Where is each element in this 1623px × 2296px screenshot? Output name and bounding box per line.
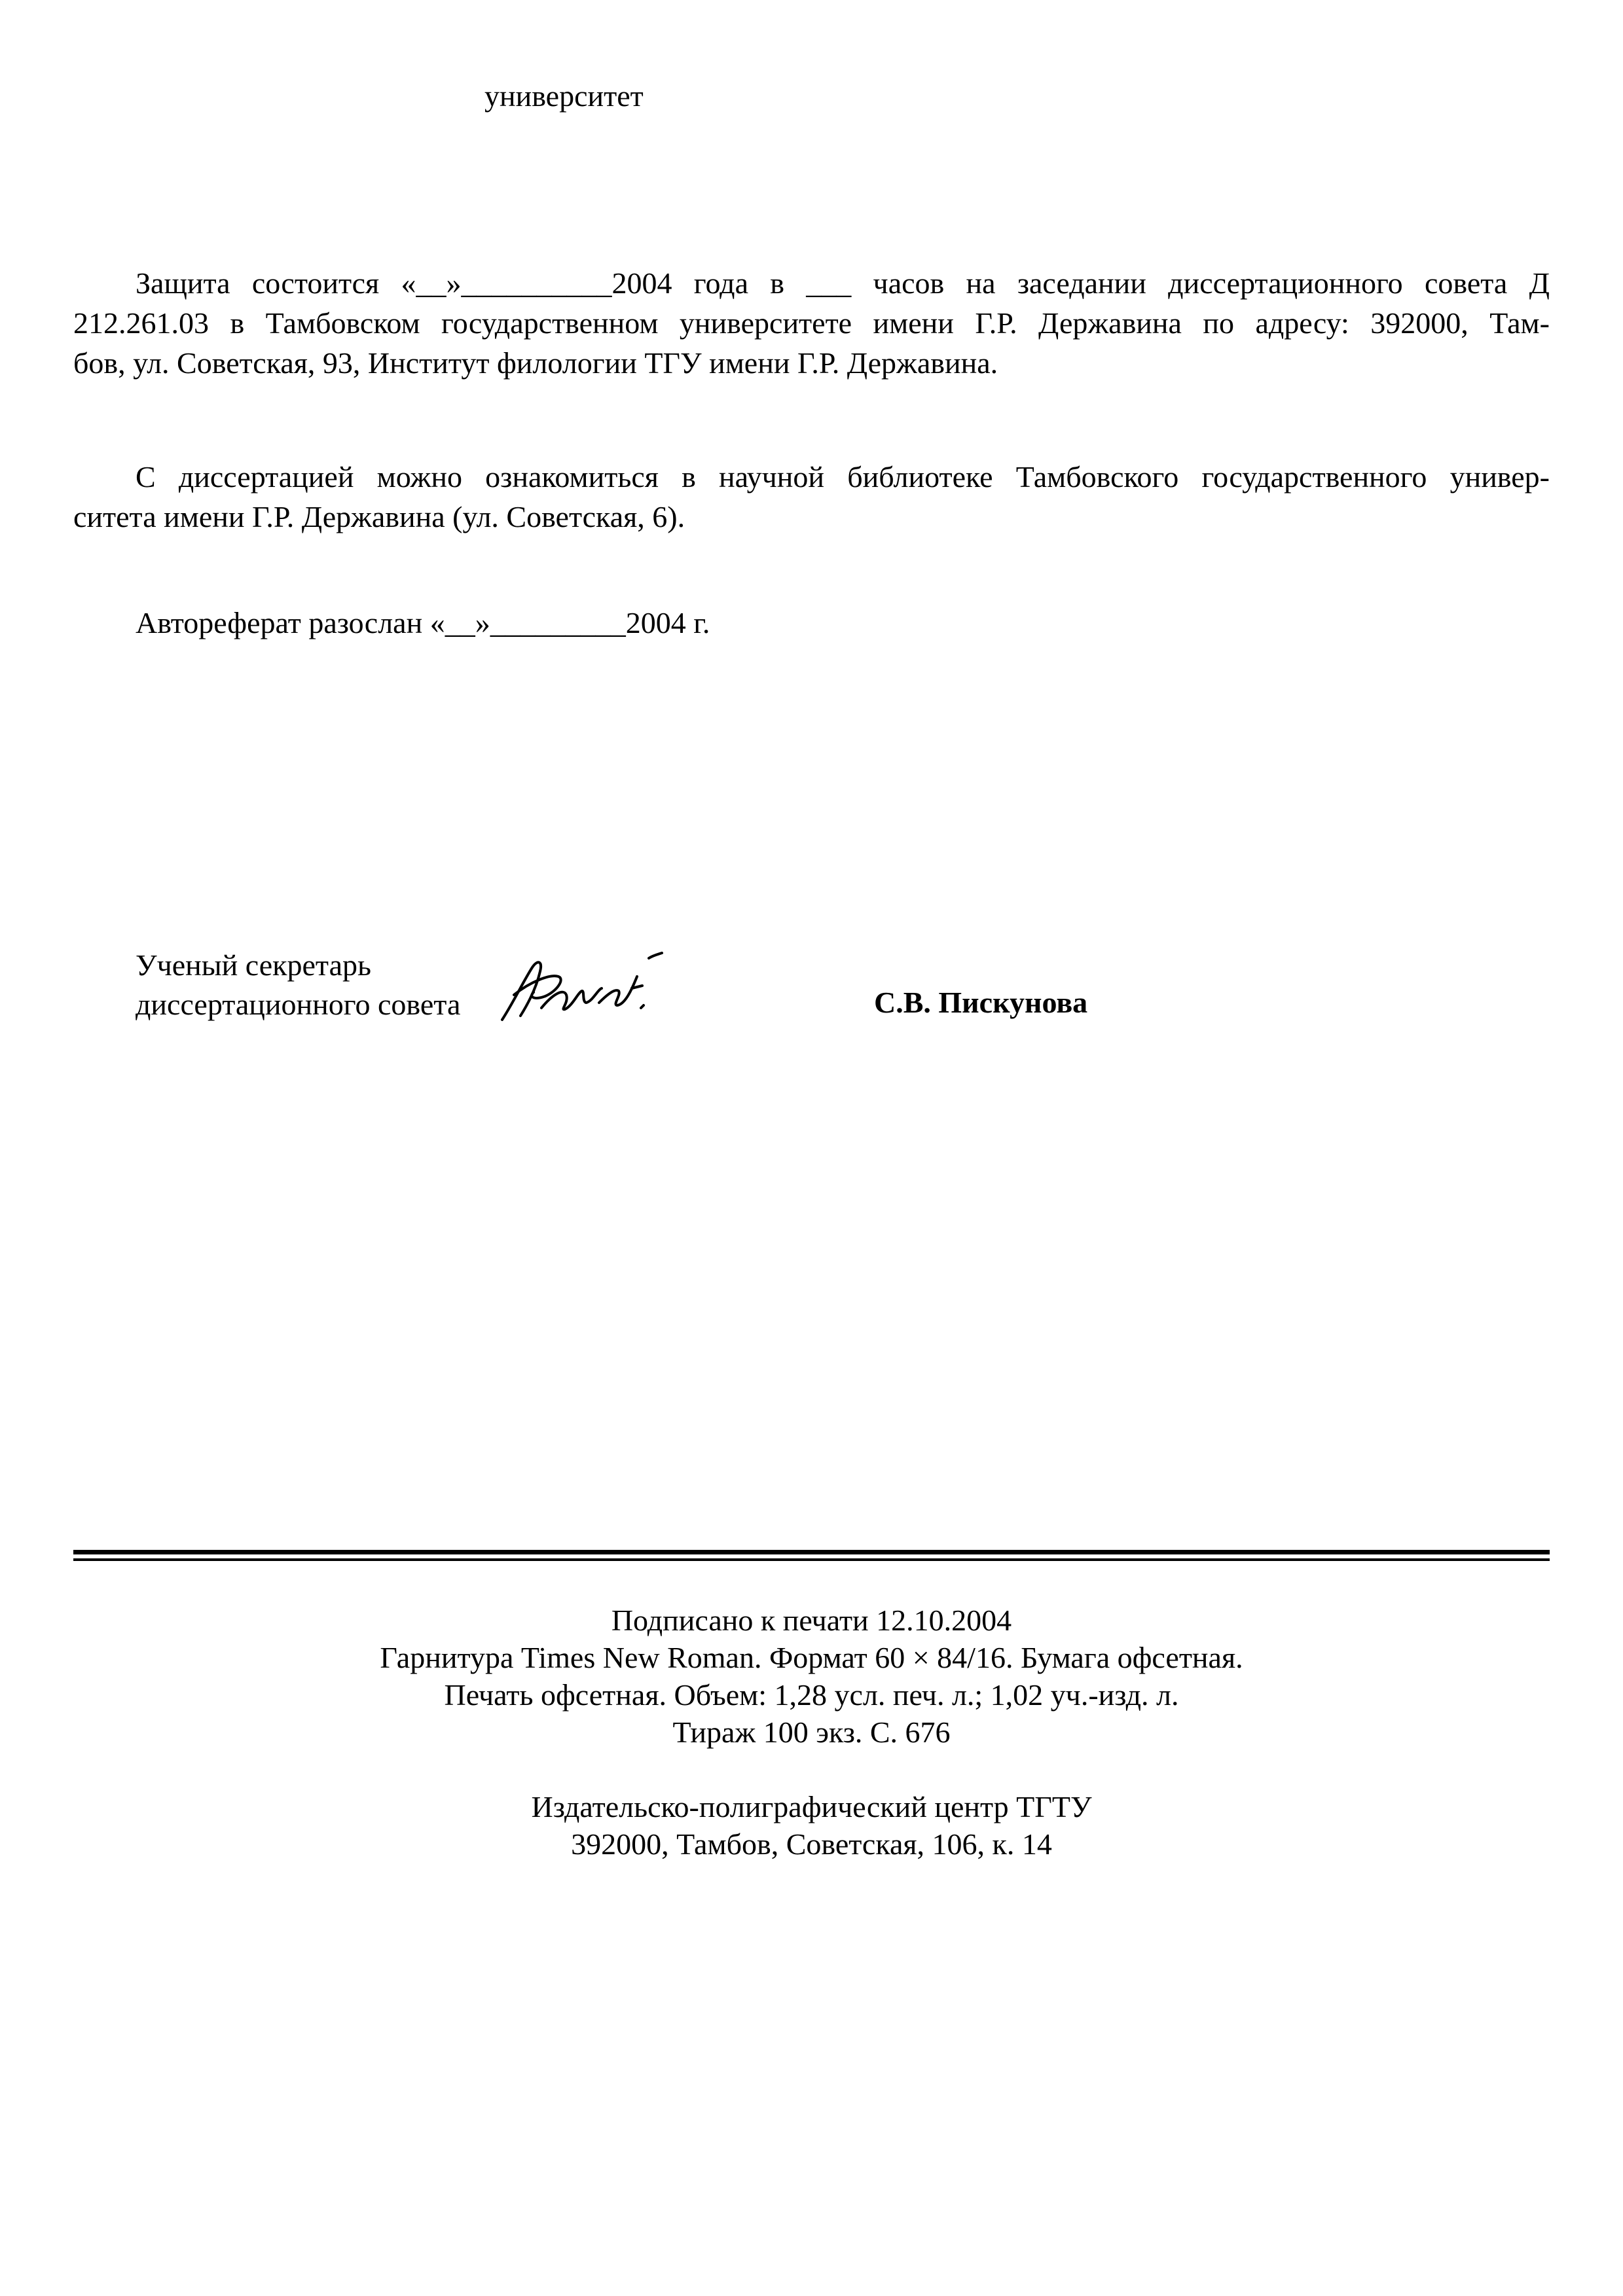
defense-line-3: бов, ул. Советская, 93, Институт филологии ТГУ имени Г.Р. Державина. — [73, 346, 998, 380]
imprint-signed-date: Подписано к печати 12.10.2004 — [611, 1604, 1012, 1637]
secretary-name: С.В. Пискунова — [874, 986, 1088, 1019]
defense-line-1: Защита состоится «__»__________2004 года в ___ часов на заседании диссертационного совета Д — [136, 266, 1550, 300]
library-line-2: ситета имени Г.Р. Державина (ул. Советская, 6). — [73, 500, 685, 533]
defense-line-2: 212.261.03 в Тамбовском государственном университете имени Г.Р. Державина по адресу: 392000, Там- — [73, 306, 1550, 340]
library-line-1: С диссертацией можно ознакомиться в научной библиотеке Тамбовского государственного универ- — [136, 460, 1550, 493]
double-rule-top — [73, 1550, 1550, 1554]
imprint-publisher: Издательско-полиграфический центр ТГТУ — [531, 1790, 1092, 1823]
handwritten-signature — [494, 942, 671, 1034]
continuation-word: университет — [484, 79, 644, 113]
secretary-role — [136, 946, 460, 1024]
imprint-circulation: Тираж 100 экз. С. 676 — [672, 1715, 951, 1749]
imprint-volume: Печать офсетная. Объем: 1,28 усл. печ. л.; 1,02 уч.-изд. л. — [444, 1678, 1179, 1712]
defense-paragraph — [73, 263, 1550, 383]
imprint-address: 392000, Тамбов, Советская, 106, к. 14 — [571, 1827, 1052, 1861]
secretary-role-line-2: диссертационного совета — [136, 988, 461, 1021]
imprint-spacer — [73, 1751, 1550, 1788]
imprint-typeface-format: Гарнитура Times New Roman. Формат 60 × 84/16. Бумага офсетная. — [380, 1641, 1243, 1674]
double-rule-bottom — [73, 1558, 1550, 1561]
secretary-role-line-1: Ученый секретарь — [136, 948, 371, 982]
mailing-date-line: Автореферат разослан «__»_________2004 г. — [136, 606, 710, 639]
imprint-block — [73, 1602, 1550, 1863]
library-paragraph — [73, 457, 1550, 537]
